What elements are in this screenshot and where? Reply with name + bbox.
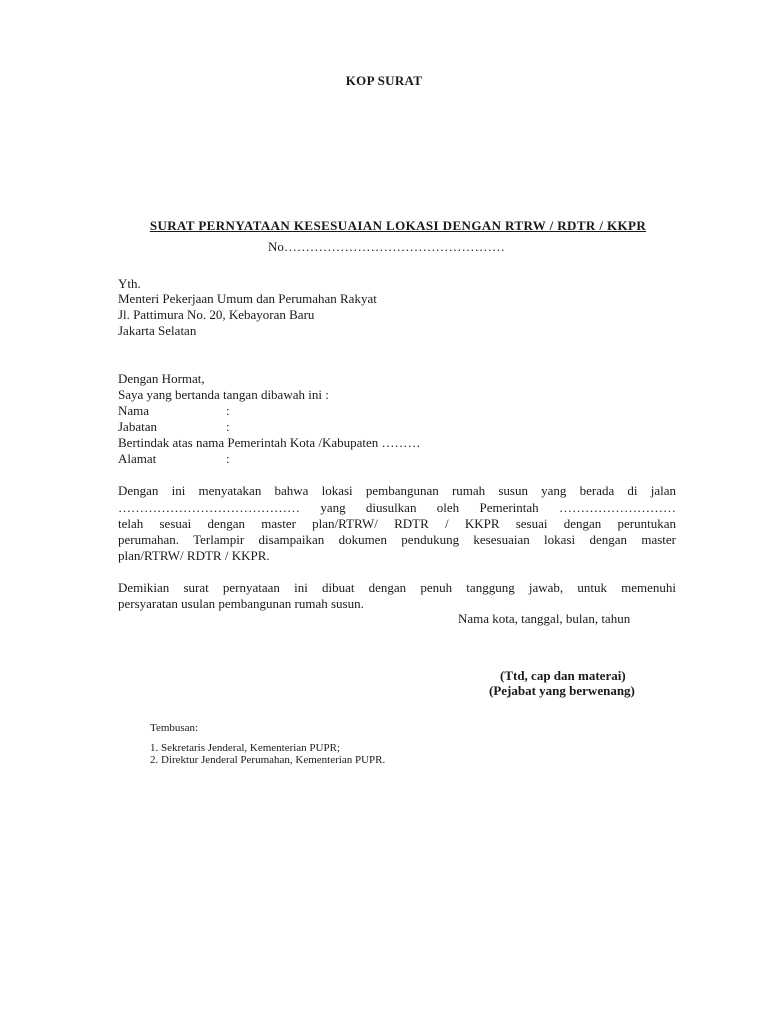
intro-line: Saya yang bertanda tangan dibawah ini : xyxy=(118,387,329,402)
paragraph2-line1: Demikian surat pernyataan ini dibuat dengan penuh tanggung jawab, untuk memenuhi xyxy=(118,580,676,595)
paragraph1-line4: perumahan. Terlampir disampaikan dokumen pendukung kesesuaian lokasi dengan master xyxy=(118,532,676,547)
paragraph1-line3: telah sesuai dengan master plan/RTRW/ RDTR / KKPR sesuai dengan peruntukan xyxy=(118,516,676,531)
field-nama-colon: : xyxy=(226,403,230,418)
field-alamat-label: Alamat xyxy=(118,451,157,466)
recipient-salutation: Yth. xyxy=(118,276,141,291)
field-nama-label: Nama xyxy=(118,403,150,418)
signature-line2: (Pejabat yang berwenang) xyxy=(489,683,635,698)
letterhead: KOP SURAT xyxy=(345,73,423,88)
field-jabatan-label: Jabatan xyxy=(118,419,157,434)
document-title: SURAT PERNYATAAN KESESUAIAN LOKASI DENGAN RTRW / RDTR / KKPR xyxy=(149,218,647,233)
cc-item-1: 1. Sekretaris Jenderal, Kementerian PUPR; xyxy=(150,742,341,754)
document-number: No…………………………………………… xyxy=(268,239,505,254)
paragraph2-line2: persyaratan usulan pembangunan rumah susun. xyxy=(118,596,364,611)
cc-label: Tembusan: xyxy=(150,722,199,734)
paragraph1-line5: plan/RTRW/ RDTR / KKPR. xyxy=(118,548,270,563)
field-bertindak: Bertindak atas nama Pemerintah Kota /Kabupaten ……… xyxy=(118,435,421,450)
paragraph1-line2: …………………………………… yang diusulkan oleh Pemerintah ……………………… xyxy=(118,500,676,515)
field-alamat-colon: : xyxy=(226,451,230,466)
recipient-address-line2: Jakarta Selatan xyxy=(118,323,197,338)
recipient-address-line1: Jl. Pattimura No. 20, Kebayoran Baru xyxy=(118,307,315,322)
recipient-name: Menteri Pekerjaan Umum dan Perumahan Rakyat xyxy=(118,291,377,306)
signature-line1: (Ttd, cap dan materai) xyxy=(500,668,626,683)
opening-greeting: Dengan Hormat, xyxy=(118,371,205,386)
place-date: Nama kota, tanggal, bulan, tahun xyxy=(458,611,631,626)
paragraph1-line1: Dengan ini menyatakan bahwa lokasi pembangunan rumah susun yang berada di jalan xyxy=(118,483,676,498)
cc-item-2: 2. Direktur Jenderal Perumahan, Kementerian PUPR. xyxy=(150,754,386,766)
field-jabatan-colon: : xyxy=(226,419,230,434)
